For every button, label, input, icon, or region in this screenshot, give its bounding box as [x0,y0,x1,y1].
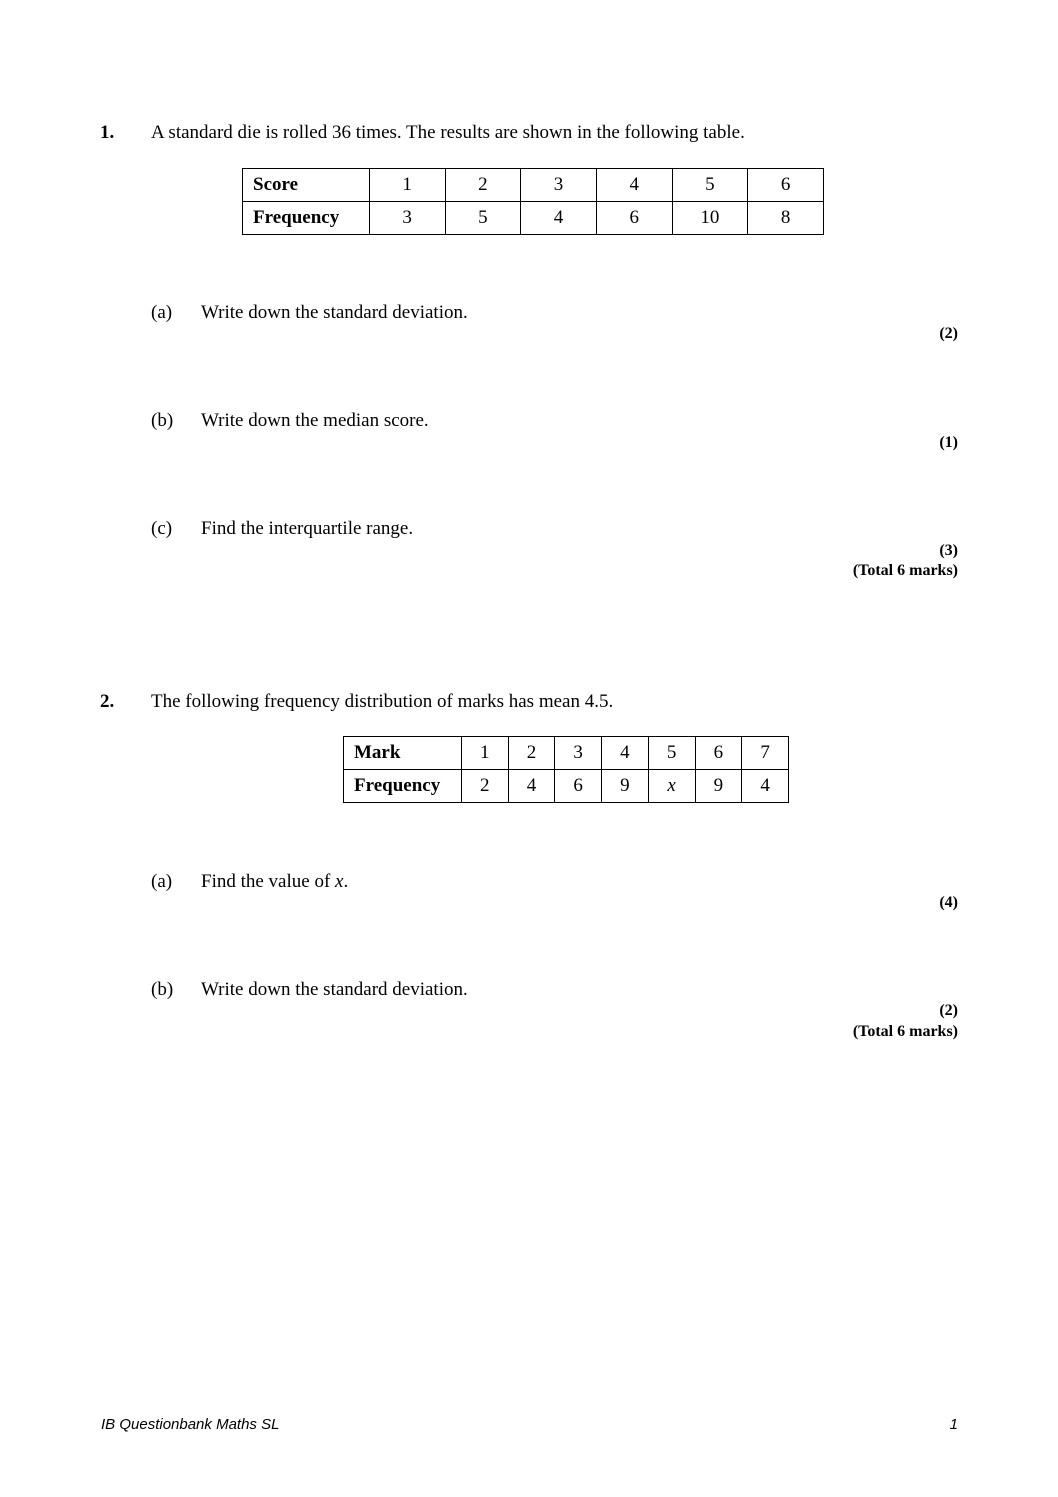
marks-allocation: (4) [939,894,958,911]
frequency-cell: 4 [742,770,789,803]
frequency-cell: 6 [596,202,672,235]
mark-cell: 6 [695,737,742,770]
row-label-mark: Mark [344,737,462,770]
question-1-text: A standard die is rolled 36 times. The results are shown in the following table. [151,122,745,143]
frequency-cell: 9 [602,770,649,803]
part-label: (b) [151,979,174,1000]
question-2-text: The following frequency distribution of marks has mean 4.5. [151,691,614,712]
part-label: (c) [151,518,173,539]
marks-allocation: (3) [939,542,958,559]
mark-cell: 2 [508,737,555,770]
footer-source: IB Questionbank Maths SL [101,1416,280,1433]
score-cell: 1 [369,169,445,202]
frequency-cell: 5 [445,202,521,235]
total-marks: (Total 6 marks) [852,1023,958,1040]
mark-cell: 3 [555,737,602,770]
question-2-number: 2. [100,691,115,712]
mark-cell: 1 [461,737,508,770]
question-1-number: 1. [100,122,115,143]
part-text-start: Find the value of [201,871,336,892]
row-label-score: Score [243,169,370,202]
page-number: 1 [949,1416,958,1433]
frequency-cell: 4 [508,770,555,803]
part-label: (a) [151,302,173,323]
frequency-cell-unknown: x [648,770,695,803]
part-text-end: . [343,871,349,892]
score-cell: 2 [445,169,521,202]
score-cell: 3 [521,169,597,202]
score-cell: 5 [672,169,748,202]
marks-allocation: (2) [939,1002,958,1019]
table-row [243,169,824,202]
table-row [344,770,789,803]
row-label-frequency: Frequency [344,770,462,803]
part-text [201,871,348,893]
mark-cell: 7 [742,737,789,770]
part-text: Write down the standard deviation. [201,302,468,323]
frequency-cell: 4 [521,202,597,235]
row-label-frequency: Frequency [243,202,370,235]
frequency-cell: 9 [695,770,742,803]
frequency-cell: 2 [461,770,508,803]
part-text: Write down the standard deviation. [201,979,468,1000]
mark-cell: 5 [648,737,695,770]
frequency-cell: 3 [369,202,445,235]
mark-cell: 4 [602,737,649,770]
total-marks: (Total 6 marks) [852,562,958,579]
part-label: (a) [151,871,173,892]
score-cell: 4 [596,169,672,202]
part-text: Write down the median score. [201,410,429,431]
variable-x: x [335,871,344,892]
frequency-cell: 10 [672,202,748,235]
part-label: (b) [151,410,174,431]
frequency-cell: 8 [748,202,824,235]
score-cell: 6 [748,169,824,202]
marks-allocation: (1) [939,434,958,451]
table-row [344,737,789,770]
part-text: Find the interquartile range. [201,518,414,539]
marks-allocation: (2) [939,325,958,342]
table-row [243,202,824,235]
question-1-table [242,168,824,235]
question-2-table [343,736,789,803]
frequency-cell: 6 [555,770,602,803]
